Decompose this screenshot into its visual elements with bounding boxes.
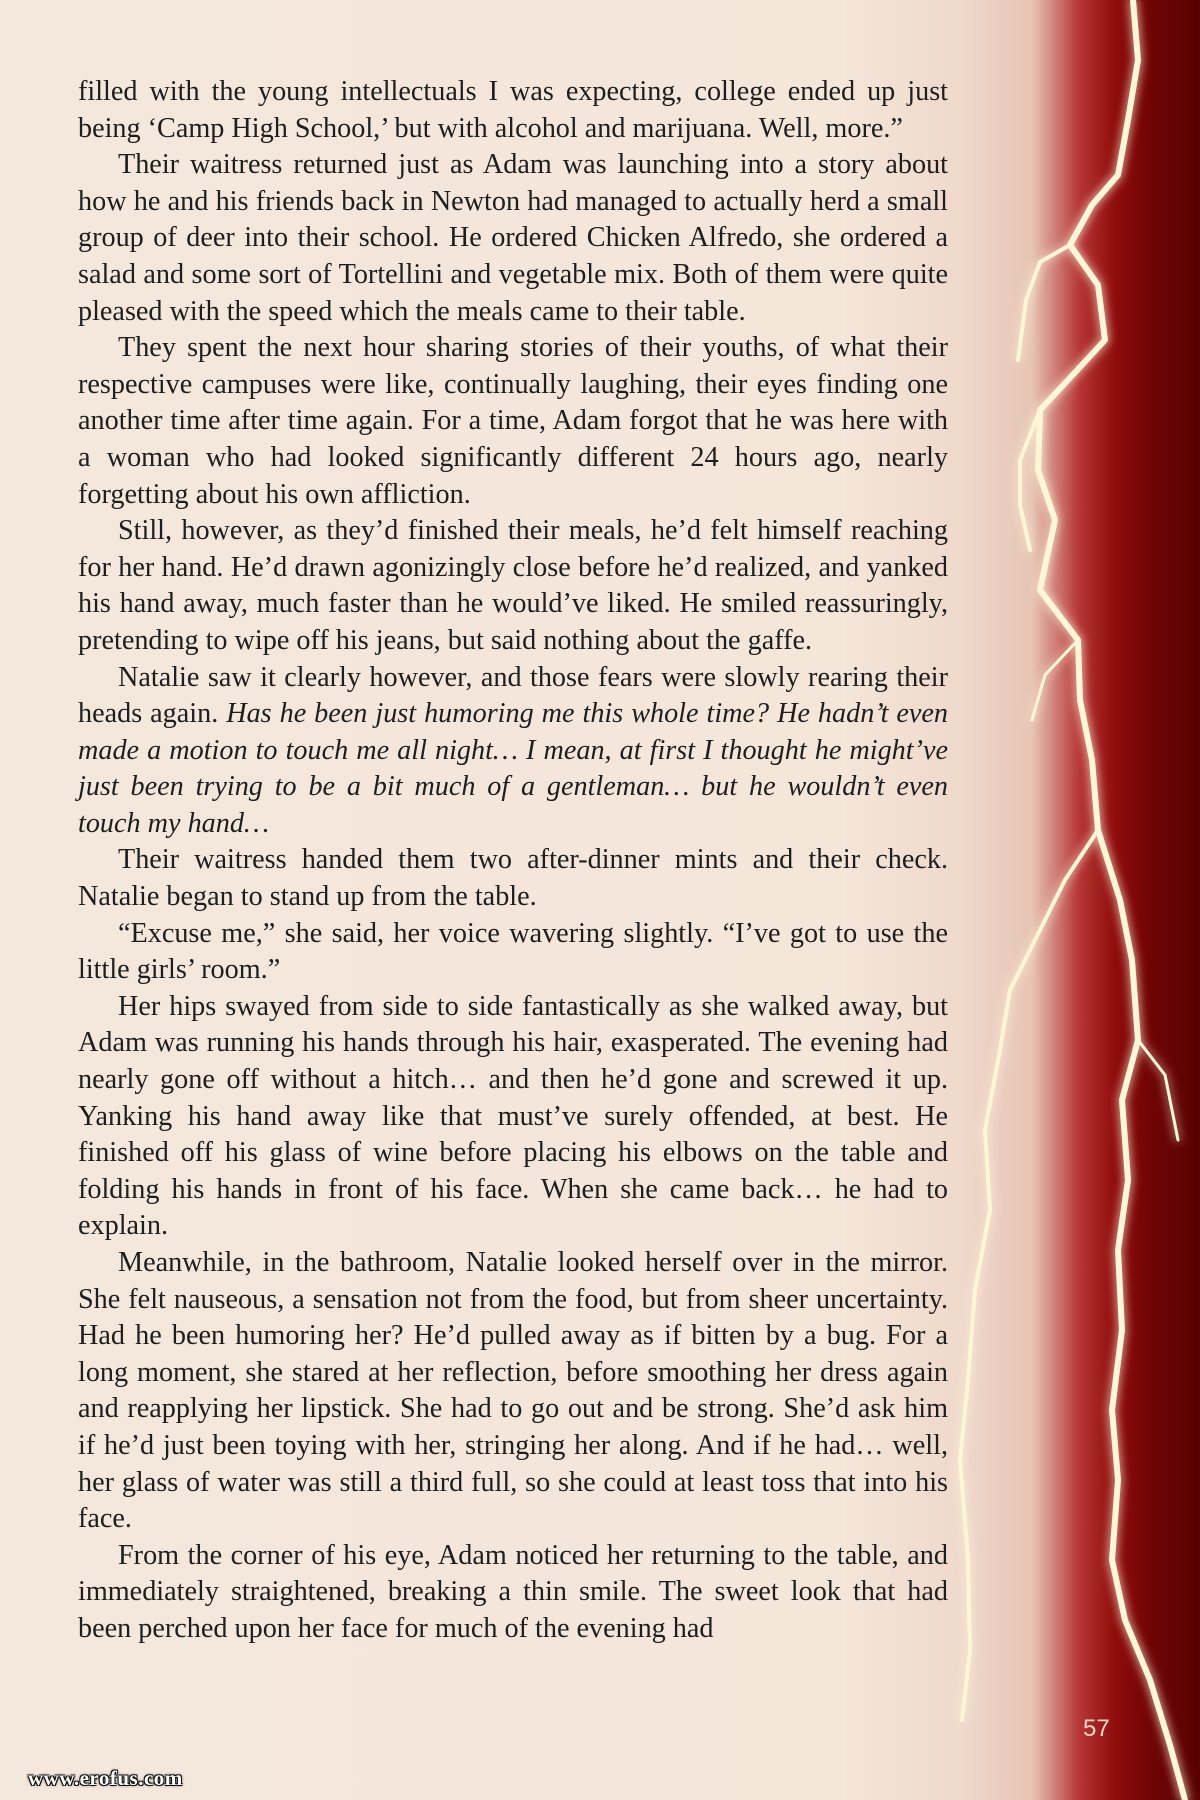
paragraph	[78, 916, 948, 989]
paragraph	[78, 1538, 948, 1648]
paragraph-text: Meanwhile, in the bathroom, Natalie looked herself over in the mirror. She felt nauseous, a sensation not from the food, but from sheer uncertainty. Had he been humoring her? He’d pulled away as if bitten by a bug. For a long moment, she stared at her reflection, before smoothing her dress again and reapplying her lipstick. She had to go out and be strong. She’d ask him if he’d just been toying with her, stringing her along. And if he had… well, her glass of water was still a third full, so she could at least toss that into his face.	[78, 1247, 948, 1535]
paragraph	[78, 513, 948, 659]
paragraph-text: From the corner of his eye, Adam noticed her returning to the table, and immediately straightened, breaking a thin smile. The sweet look that had been perched upon her face for much of the evening had	[78, 1539, 948, 1644]
paragraph	[78, 74, 948, 147]
page-number: 57	[1083, 1715, 1110, 1742]
paragraph-text: Her hips swayed from side to side fantastically as she walked away, but Adam was running his hands through his hair, exasperated. The evening had nearly gone off without a hitch… and then he’d gone and screwed it up. Yanking his hand away like that must’ve surely offended, at best. He finished off his glass of wine before placing his elbows on the table and folding his hands in front of his face. When she came back… he had to explain.	[78, 990, 948, 1242]
paragraph-text: Natalie saw it clearly however, and those fears were slowly rearing their heads again.	[78, 661, 948, 730]
paragraph-text: They spent the next hour sharing stories of their youths, of what their respective campuses were like, continually laughing, their eyes finding one another time after time again. For a time, Adam forgot that he was here with a woman who had looked significantly different 24 hours ago, nearly forgetting about his own affliction.	[78, 332, 948, 510]
paragraph	[78, 147, 948, 330]
paragraph-text: “Excuse me,” she said, her voice wavering slightly. “I’ve got to use the little girls’ room.”	[78, 917, 948, 986]
lightning-branch-side	[1138, 1040, 1178, 1140]
paragraph	[78, 842, 948, 915]
paragraph	[78, 1245, 948, 1538]
italic-thought-text: Has he been just humoring me this whole time? He hadn’t even made a motion to touch me all night… I mean, at first I thought he might’ve just been trying to be a bit much of a gentleman… but he wouldn’t even touch my hand…	[78, 698, 948, 839]
paragraph	[78, 330, 948, 513]
paragraph-text: Their waitress returned just as Adam was launching into a story about how he and his friends back in Newton had managed to actually herd a small group of deer into their school. He ordered Chicken Alfredo, she ordered a salad and some sort of Tortellini and vegetable mix. Both of them were quite pleased with the speed which the meals came to their table.	[78, 149, 948, 327]
paragraph-text: Their waitress handed them two after-dinner mints and their check. Natalie began to stand up from the table.	[78, 844, 948, 913]
paragraph-text: filled with the young intellectuals I was expecting, college ended up just being ‘Camp High School,’ but with alcohol and marijuana. Well, more.”	[78, 76, 948, 144]
lightning-branch-lower	[960, 830, 1098, 1720]
paragraph	[78, 989, 948, 1245]
story-text-column	[78, 74, 948, 1648]
lightning-main-bolt	[1038, 0, 1185, 1800]
lightning-branch-mid	[1032, 640, 1078, 720]
site-watermark: www.erofus.com	[28, 1766, 183, 1790]
paragraph-text: Still, however, as they’d finished their meals, he’d felt himself reaching for her hand. He’d drawn agonizingly close before he’d realized, and yanked his hand away, much faster than he would’ve liked. He smiled reassuringly, pretending to wipe off his jeans, but said nothing about the gaffe.	[78, 515, 948, 656]
paragraph	[78, 660, 948, 843]
lightning-branch-upper	[1018, 245, 1070, 360]
